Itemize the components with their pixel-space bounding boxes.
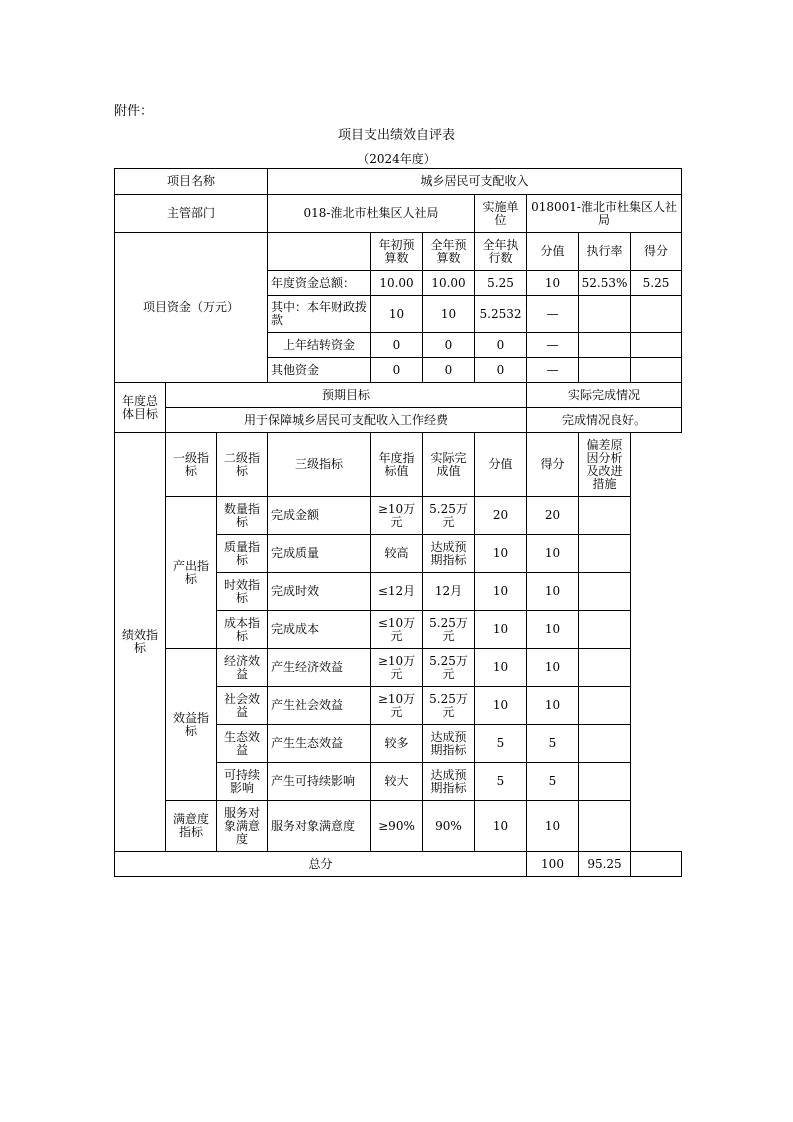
target-value: ≥10万元 (371, 497, 423, 535)
funds-cell: 10 (527, 271, 579, 296)
perf-header: 二级指标 (217, 433, 268, 497)
funds-header: 得分 (631, 233, 682, 271)
actual-value: 达成预期指标 (423, 725, 475, 763)
perf-header-row (115, 433, 682, 497)
deviation-note (579, 687, 631, 725)
actual-value: 12月 (423, 573, 475, 611)
target-value: ≥10万元 (371, 687, 423, 725)
score: 10 (475, 801, 527, 852)
funds-label: 项目资金（万元） (115, 233, 268, 383)
got-score: 10 (527, 535, 579, 573)
funds-cell: 0 (371, 358, 423, 383)
funds-header: 执行率 (579, 233, 631, 271)
funds-cell: — (527, 296, 579, 333)
target-value: 较高 (371, 535, 423, 573)
level2-indicator: 社会效益 (217, 687, 268, 725)
score: 10 (475, 649, 527, 687)
score: 10 (475, 687, 527, 725)
deviation-note (579, 725, 631, 763)
got-score: 20 (527, 497, 579, 535)
score: 5 (475, 763, 527, 801)
level3-indicator: 产生可持续影响 (268, 763, 371, 801)
funds-row-label: 其他资金 (268, 358, 371, 383)
funds-cell: 0 (371, 333, 423, 358)
level2-indicator: 时效指标 (217, 573, 268, 611)
target-value: ≤10万元 (371, 611, 423, 649)
funds-header: 全年执行数 (475, 233, 527, 271)
level2-indicator: 成本指标 (217, 611, 268, 649)
target-value: 较大 (371, 763, 423, 801)
perf-header: 年度指标值 (371, 433, 423, 497)
funds-cell: 5.25 (631, 271, 682, 296)
perf-header: 三级指标 (268, 433, 371, 497)
total-label: 总分 (115, 852, 527, 877)
perf-label: 绩效指标 (115, 433, 166, 852)
got-score: 5 (527, 725, 579, 763)
level2-indicator: 数量指标 (217, 497, 268, 535)
got-score: 10 (527, 573, 579, 611)
funds-row-label: 上年结转资金 (268, 333, 371, 358)
evaluation-table (114, 168, 682, 877)
funds-cell (579, 333, 631, 358)
target-value: 较多 (371, 725, 423, 763)
goal-header-row (115, 383, 682, 408)
score: 10 (475, 573, 527, 611)
impl-value: 018001-淮北市杜集区人社局 (527, 195, 682, 233)
funds-cell (579, 296, 631, 333)
deviation-note (579, 611, 631, 649)
project-name-label: 项目名称 (115, 169, 268, 195)
perf-header: 一级指标 (166, 433, 217, 497)
goal-actual-label: 实际完成情况 (527, 383, 682, 408)
total-score: 100 (527, 852, 579, 877)
goal-actual: 完成情况良好。 (527, 408, 682, 433)
perf-row (115, 497, 682, 535)
level3-indicator: 服务对象满意度 (268, 801, 371, 852)
funds-cell: 52.53% (579, 271, 631, 296)
funds-header-blank (268, 233, 371, 271)
perf-header: 分值 (475, 433, 527, 497)
funds-header: 分值 (527, 233, 579, 271)
perf-row (115, 649, 682, 687)
deviation-note (579, 497, 631, 535)
level3-indicator: 完成成本 (268, 611, 371, 649)
perf-header: 实际完成值 (423, 433, 475, 497)
goal-expected-label: 预期目标 (166, 383, 527, 408)
dept-value: 018-淮北市杜集区人社局 (268, 195, 475, 233)
target-value: ≥10万元 (371, 649, 423, 687)
project-name-row (115, 169, 682, 195)
got-score: 10 (527, 611, 579, 649)
level3-indicator: 产生经济效益 (268, 649, 371, 687)
score: 10 (475, 535, 527, 573)
deviation-note (579, 763, 631, 801)
attachment-label: 附件： (114, 104, 154, 119)
funds-cell: 0 (423, 358, 475, 383)
got-score: 10 (527, 801, 579, 852)
funds-header: 全年预算数 (423, 233, 475, 271)
total-row (115, 852, 682, 877)
actual-value: 达成预期指标 (423, 535, 475, 573)
target-value: ≥90% (371, 801, 423, 852)
level2-indicator: 服务对象满意度 (217, 801, 268, 852)
funds-cell: 10.00 (423, 271, 475, 296)
funds-cell: 0 (475, 358, 527, 383)
funds-cell: 5.25 (475, 271, 527, 296)
deviation-note (579, 801, 631, 852)
year-label: （2024年度） (357, 152, 436, 166)
funds-cell: 10 (371, 296, 423, 333)
page-title: 项目支出绩效自评表 (337, 128, 455, 143)
goal-label: 年度总体目标 (115, 383, 166, 433)
got-score: 10 (527, 687, 579, 725)
perf-header: 偏差原因分析及改进措施 (579, 433, 631, 497)
total-note (631, 852, 682, 877)
level2-indicator: 经济效益 (217, 649, 268, 687)
funds-cell: 0 (423, 333, 475, 358)
funds-header-row (115, 233, 682, 271)
score: 5 (475, 725, 527, 763)
got-score: 5 (527, 763, 579, 801)
level2-indicator: 质量指标 (217, 535, 268, 573)
actual-value: 90% (423, 801, 475, 852)
funds-cell (579, 358, 631, 383)
funds-cell: 10.00 (371, 271, 423, 296)
level1-indicator: 效益指标 (166, 649, 217, 801)
funds-row-label: 年度资金总额： (268, 271, 371, 296)
funds-cell: — (527, 358, 579, 383)
deviation-note (579, 573, 631, 611)
actual-value: 5.25万元 (423, 611, 475, 649)
funds-cell: 5.2532 (475, 296, 527, 333)
funds-cell (631, 296, 682, 333)
impl-label: 实施单位 (475, 195, 527, 233)
level3-indicator: 完成时效 (268, 573, 371, 611)
deviation-note (579, 649, 631, 687)
got-score: 10 (527, 649, 579, 687)
dept-row (115, 195, 682, 233)
level3-indicator: 完成金额 (268, 497, 371, 535)
goal-row (115, 408, 682, 433)
target-value: ≤12月 (371, 573, 423, 611)
level1-indicator: 满意度指标 (166, 801, 217, 852)
level3-indicator: 产生生态效益 (268, 725, 371, 763)
level3-indicator: 完成质量 (268, 535, 371, 573)
level2-indicator: 生态效益 (217, 725, 268, 763)
funds-header: 年初预算数 (371, 233, 423, 271)
score: 10 (475, 611, 527, 649)
perf-header: 得分 (527, 433, 579, 497)
actual-value: 5.25万元 (423, 687, 475, 725)
score: 20 (475, 497, 527, 535)
project-name-value: 城乡居民可支配收入 (268, 169, 682, 195)
funds-row-label: 其中：本年财政拨款 (268, 296, 371, 333)
funds-cell (631, 358, 682, 383)
level2-indicator: 可持续影响 (217, 763, 268, 801)
funds-cell: — (527, 333, 579, 358)
actual-value: 达成预期指标 (423, 763, 475, 801)
funds-cell: 0 (475, 333, 527, 358)
goal-expected: 用于保障城乡居民可支配收入工作经费 (166, 408, 527, 433)
dept-label: 主管部门 (115, 195, 268, 233)
total-got: 95.25 (579, 852, 631, 877)
funds-cell: 10 (423, 296, 475, 333)
deviation-note (579, 535, 631, 573)
actual-value: 5.25万元 (423, 649, 475, 687)
level1-indicator: 产出指标 (166, 497, 217, 649)
funds-cell (631, 333, 682, 358)
level3-indicator: 产生社会效益 (268, 687, 371, 725)
perf-row (115, 801, 682, 852)
actual-value: 5.25万元 (423, 497, 475, 535)
